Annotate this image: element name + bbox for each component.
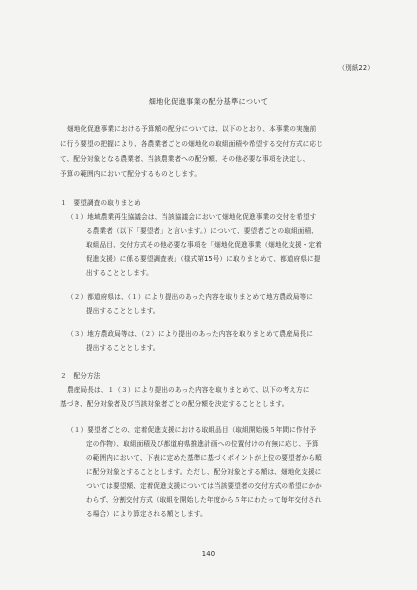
section2-item1-line: る場合）により算定される額とします。 [86,510,207,518]
section1-item2-line: 提出することとします。 [86,307,160,315]
section1-item3-line: 提出することとします。 [86,344,160,352]
section1-item1-line: （１）地域農業再生協議会は、当該協議会において畑地化促進事業の交付を希望す [67,213,317,221]
intro-line: 予算の範囲内において配分するものとします。 [60,170,202,178]
intro-line: て、配分対象となる農業者、当該農業者への配分額、その他必要な事項を決定し、 [60,155,310,163]
section-heading: ２ 配分方法 [60,372,101,380]
page-title: 畑地化促進事業の配分基準について [148,97,269,106]
section2-item1-line: わらず、分割交付方式（取組を開始した年度から５年にわたって毎年交付され [86,496,322,504]
page-number: 140 [201,550,216,558]
section2-item1-line: （１）要望者ごとの、定着促進支援における取組品目（取組開始後５年間に作付予 [67,426,317,434]
section2-intro-line: 農産局長は、１（３）により提出のあった内容を取りまとめて、以下の考え方に [67,386,310,394]
section1-item1-line: る農業者（以下「要望者」と言います。）について、要望者ごとの取組面積、 [86,227,318,235]
section2-intro-line: 基づき、配分対象者及び当該対象者ごとの配分額を決定することとします。 [60,400,289,408]
attachment-label: （別紙22） [338,64,374,72]
section2-item1-line: に配分対象とすることとします。ただし、配分対象とする額は、畑地化支援に [86,468,322,476]
section2-item1-line: の範囲内において、下表に定めた基準に基づくポイントが上位の要望者から順 [86,454,322,462]
section1-item3-line: （３）地方農政局等は、（２）により提出のあった内容を取りまとめて農産局長に [67,330,314,338]
intro-line: 畑地化促進事業における予算額の配分については、以下のとおり、本事業の実施前 [67,125,317,133]
section1-item1-line: 取組品目、交付方式その他必要な事項を「畑地化促進事業（畑地化支援・定着 [86,241,323,249]
section2-item1-line: ついては要望額、定着促進支援については当該要望者の交付方式の希望にかか [86,482,322,490]
section2-item1-line: 定の作物）、取組面積及び都道府県推進計画への位置付けの有無に応じ、予算 [86,440,319,448]
intro-line: に行う要望の把握により、各農業者ごとの畑地化の取組面積や希望する交付方式に応じ [60,140,324,148]
section1-item1-line: 促進支援）に係る要望調査表」（様式第15号）に取りまとめて、都道府県に提 [86,255,321,263]
section-heading: １ 要望調査の取りまとめ [60,199,141,207]
section1-item2-line: （２）都道府県は、（１）により提出のあった内容を取りまとめて地方農政局等に [67,293,314,301]
section1-item1-line: 出することとします。 [86,269,153,277]
